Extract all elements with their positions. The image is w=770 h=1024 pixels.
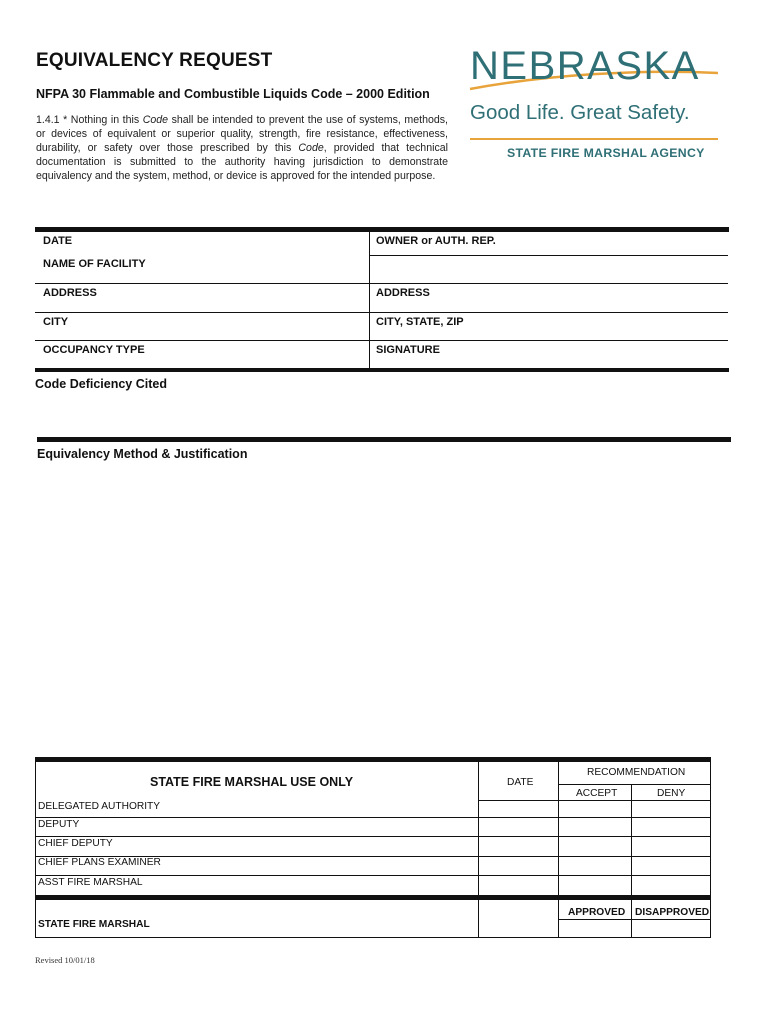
- sfm-col-line: [478, 762, 479, 938]
- logo-wordmark: NEBRASKA: [470, 44, 700, 88]
- sfm-col-line: [558, 762, 559, 938]
- occupancy-type-field-label[interactable]: OCCUPANCY TYPE: [43, 344, 145, 356]
- sfm-row-line: [478, 800, 710, 801]
- intro-text-1: 1.4.1 * Nothing in this: [36, 114, 143, 126]
- form-row-line: [35, 312, 728, 313]
- form-row-line: [35, 340, 728, 341]
- form-row-line: [369, 255, 728, 256]
- form-top-rule: [35, 227, 729, 232]
- address-field-label[interactable]: ADDRESS: [43, 287, 97, 299]
- sfm-row-line: [558, 784, 710, 785]
- deny-header: DENY: [657, 788, 686, 799]
- section-divider: [37, 437, 731, 442]
- justification-label[interactable]: Equivalency Method & Justification: [37, 447, 248, 461]
- revision-note: Revised 10/01/18: [35, 955, 95, 965]
- form-row-line: [35, 283, 728, 284]
- sfm-row-line: [35, 836, 710, 837]
- sfm-row-line: [558, 919, 710, 920]
- sfm-bottom-line: [35, 937, 711, 938]
- sfm-col-line: [631, 784, 632, 938]
- city-field-label[interactable]: CITY: [43, 316, 69, 328]
- city-state-zip-field-label[interactable]: CITY, STATE, ZIP: [376, 316, 464, 328]
- asst-fire-marshal-row-label[interactable]: ASST FIRE MARSHAL: [38, 877, 143, 888]
- logo-tagline: Good Life. Great Safety.: [470, 101, 690, 124]
- logo-agency-name: STATE FIRE MARSHAL AGENCY: [507, 146, 705, 160]
- sfm-row-line: [35, 817, 710, 818]
- sfm-border-left: [35, 762, 36, 938]
- intro-code-1: Code: [142, 114, 169, 126]
- sfm-table-title: STATE FIRE MARSHAL USE ONLY: [150, 775, 354, 789]
- intro-paragraph: [36, 113, 448, 183]
- delegated-authority-label: DELEGATED AUTHORITY: [38, 801, 161, 812]
- code-deficiency-label[interactable]: Code Deficiency Cited: [35, 377, 167, 391]
- approved-header: APPROVED: [568, 907, 626, 918]
- intro-text-2: shall be intended to prevent the use of systems, methods, or devices of equivalent or superior quality, strength, fire resistance, effectiveness, durability, or safety over those prescribed by this: [36, 114, 448, 154]
- chief-deputy-row-label[interactable]: CHIEF DEPUTY: [38, 838, 113, 849]
- disapproved-header: DISAPPROVED: [635, 907, 710, 918]
- date-field-label[interactable]: DATE: [43, 235, 73, 247]
- state-fire-marshal-row-label[interactable]: STATE FIRE MARSHAL: [38, 919, 150, 930]
- form-subtitle: NFPA 30 Flammable and Combustible Liquids Code – 2000 Edition: [36, 87, 430, 101]
- facility-name-field-label[interactable]: NAME OF FACILITY: [43, 258, 146, 270]
- sfm-mid-rule: [35, 895, 711, 900]
- sfm-row-line: [35, 875, 710, 876]
- intro-code-2: Code: [298, 142, 324, 154]
- sfm-top-rule: [35, 757, 711, 762]
- owner-address-field-label[interactable]: ADDRESS: [376, 287, 430, 299]
- recommendation-header: RECOMMENDATION: [587, 767, 686, 778]
- logo-divider: [470, 138, 718, 140]
- deputy-row-label[interactable]: DEPUTY: [38, 819, 80, 830]
- sfm-date-header: DATE: [507, 777, 534, 788]
- chief-plans-examiner-row-label[interactable]: CHIEF PLANS EXAMINER: [38, 857, 161, 868]
- sfm-border-right: [710, 762, 711, 938]
- signature-field-label[interactable]: SIGNATURE: [376, 344, 440, 356]
- accept-header: ACCEPT: [576, 788, 618, 799]
- owner-field-label[interactable]: OWNER or AUTH. REP.: [376, 235, 496, 247]
- form-bottom-rule: [35, 368, 729, 372]
- form-center-divider: [369, 232, 370, 369]
- intro-text-3: , provided that technical documentation is submitted to the authority having jurisdiction to demonstrate equivalency and the system, method, or device is approved for the intended purpose.: [36, 142, 448, 182]
- page-title: EQUIVALENCY REQUEST: [36, 50, 273, 71]
